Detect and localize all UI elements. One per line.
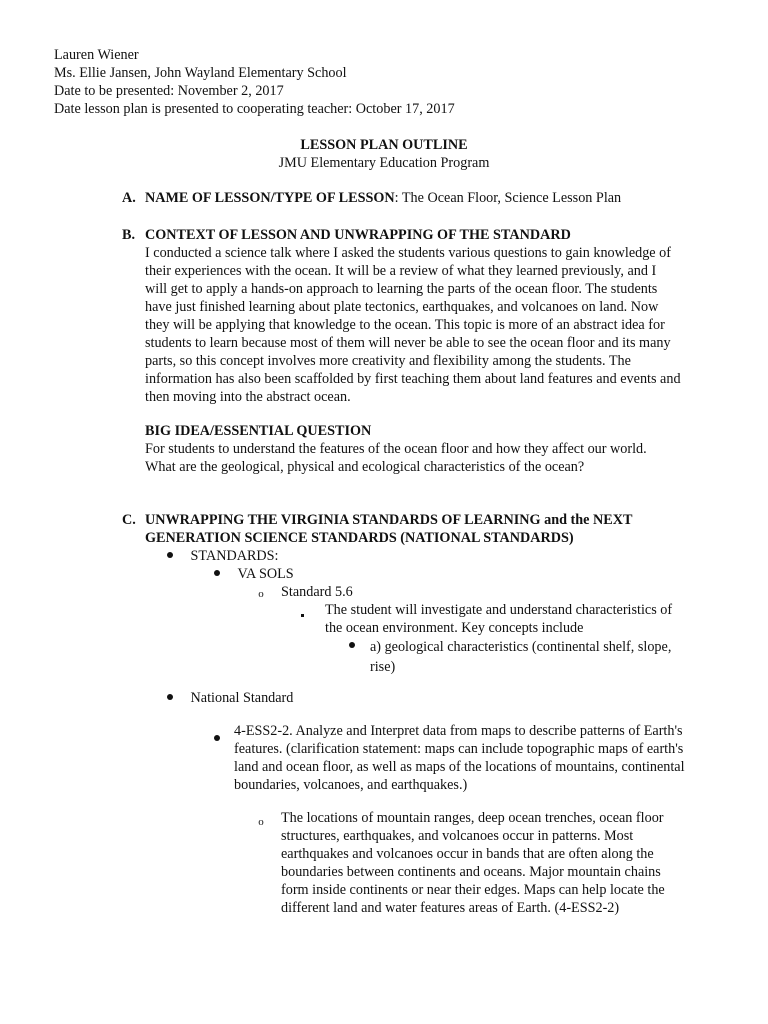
locations-line: earthquakes and volcanoes occur in bands that are often along the [281,846,654,862]
section-c [122,511,722,547]
ess-line: boundaries, volcanoes, and earthquakes.) [234,777,468,793]
paragraph-line: then moving into the abstract ocean. [145,389,351,405]
locations-line: form inside continents or near their edges. Maps can help locate the [281,882,665,898]
geological-item [370,637,671,677]
big-idea-heading: BIG IDEA/ESSENTIAL QUESTION [145,423,372,439]
section-c-heading-line: GENERATION SCIENCE STANDARDS (NATIONAL STANDARDS) [145,530,574,546]
square-bullet-icon [301,607,304,625]
paragraph-line: students to learn because most of them will never be able to see the ocean floor and its many [145,335,671,351]
bullet-dot-icon [167,552,173,558]
ess-line: features. (clarification statement: maps can include topographic maps of earth's [234,741,684,757]
bullet-dot-icon [349,637,355,655]
ess-statement [234,722,685,794]
section-b-paragraph [145,244,719,406]
standard-5-6: Standard 5.6 [281,584,353,600]
program-name: JMU Elementary Education Program [278,155,490,171]
date-cooperating: Date lesson plan is presented to cooperating teacher: October 17, 2017 [54,101,455,117]
statement-line: The student will investigate and understand characteristics of [325,602,673,618]
section-a [122,189,722,207]
big-idea-line: What are the geological, physical and ecological characteristics of the ocean? [145,459,585,475]
statement-line: the ocean environment. Key concepts include [325,620,584,636]
locations-line: The locations of mountain ranges, deep ocean trenches, ocean floor [281,810,664,826]
paragraph-line: their experiences with the ocean. It will be a review of what they learned previously, and I [145,263,657,279]
locations-line: structures, earthquakes, and volcanoes occur in patterns. Most [281,828,634,844]
section-b-letter: B. [122,227,136,243]
section-c-heading-line: UNWRAPPING THE VIRGINIA STANDARDS OF LEARNING and the NEXT [145,512,633,528]
page-title: LESSON PLAN OUTLINE [300,137,468,153]
circle-bullet-icon: o [258,588,264,600]
teacher-school: Ms. Ellie Jansen, John Wayland Elementary School [54,65,347,81]
national-standard-label: National Standard [190,690,294,706]
paragraph-line: will get to apply a hands-on approach to learning the parts of the ocean floor. The students [145,281,658,297]
bullet-dot-icon [214,730,220,748]
paragraph-line: have just finished learning about plate tectonics, earthquakes, and volcanoes on land. Now [145,299,659,315]
ess-line: 4-ESS2-2. Analyze and Interpret data from maps to describe patterns of Earth's [234,723,683,739]
geological-line: rise) [370,659,396,675]
section-b [122,226,722,244]
date-presented: Date to be presented: November 2, 2017 [54,83,284,99]
section-a-letter: A. [122,190,136,206]
bullet-dot-icon [167,694,173,700]
bullet-dot-icon [214,570,220,576]
ess-line: land and ocean floor, as well as maps of the locations of mountains, continental [234,759,685,775]
locations-line: boundaries between continents and oceans. Major mountain chains [281,864,661,880]
section-b-heading: CONTEXT OF LESSON AND UNWRAPPING OF THE STANDARD [145,227,571,243]
paragraph-line: information has also been scaffolded by first teaching them about land features and events and [145,371,681,387]
document-header [54,46,455,118]
standards-label: STANDARDS: [190,548,279,564]
geological-line: a) geological characteristics (continental shelf, slope, [370,639,672,655]
section-a-heading: NAME OF LESSON/TYPE OF LESSON [145,190,395,206]
locations-line: different land and water features areas of Earth. (4-ESS2-2) [281,900,620,916]
section-a-value: : The Ocean Floor, Science Lesson Plan [394,190,622,206]
section-c-letter: C. [122,512,136,528]
va-sols-label: VA SOLS [237,566,294,582]
big-idea-block [145,422,719,476]
national-standard-bullet [167,689,293,707]
paragraph-line: I conducted a science talk where I asked the students various questions to gain knowledge of [145,245,671,261]
big-idea-line: For students to understand the features of the ocean floor and how they affect our world. [145,441,647,457]
circle-bullet-icon: o [258,816,264,828]
author-name: Lauren Wiener [54,47,139,63]
va-sols-bullet [214,565,294,583]
paragraph-line: parts, so this concept involves more creativity and flexibility among the students. The [145,353,631,369]
paragraph-line: they will be applying that knowledge to the ocean. This topic is more of an abstract idea for [145,317,665,333]
student-statement [325,601,672,637]
locations-statement [281,809,665,917]
standards-bullet [167,547,279,565]
title-block [0,136,768,172]
